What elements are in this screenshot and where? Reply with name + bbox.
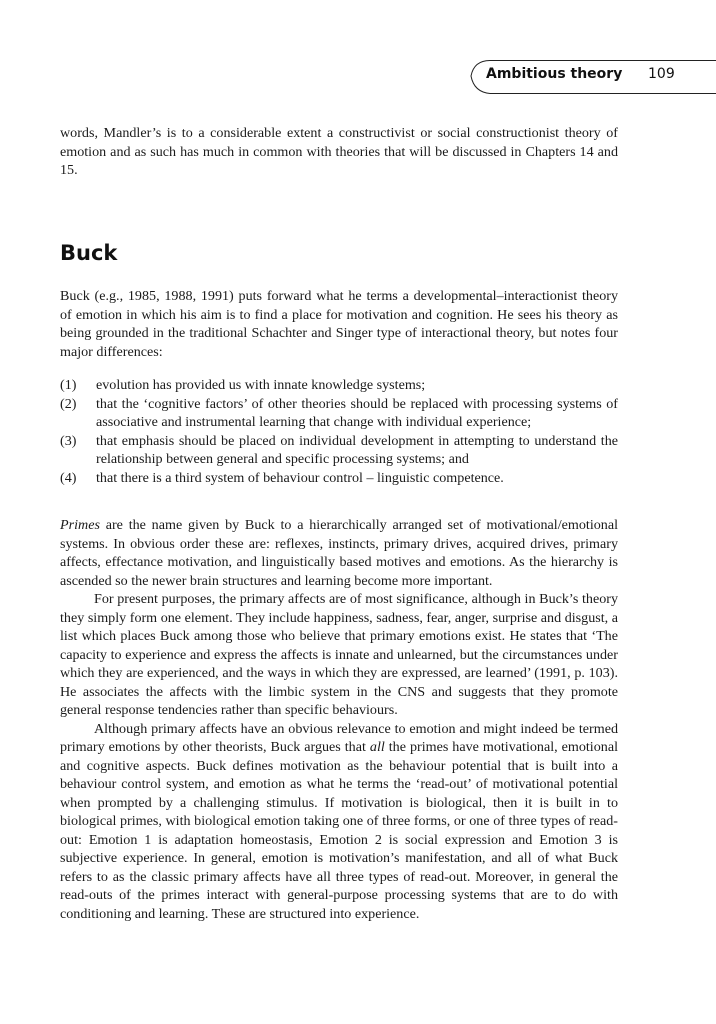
intro-paragraph [60, 124, 618, 180]
list-item-number: (1) [60, 377, 77, 393]
motivation-paragraph-start: Although primary affects have an obvious relevance to emotion and might indeed be termed primary emotions by other theorists, Buck argues that [60, 720, 618, 755]
differences-list [60, 376, 618, 487]
intro-paragraph-text: words, Mandler’s is to a considerable extent a constructivist or social constructionist theory of emotion and as such has much in common with theories that will be discussed in Chapters 14 and 15. [60, 125, 618, 178]
motivation-paragraph [60, 720, 618, 924]
primes-term: Primes [60, 517, 100, 533]
buck-intro-text: Buck (e.g., 1985, 1988, 1991) puts forward what he terms a developmental–interactionist theory of emotion in which his aim is to find a place for motivation and cognition. He sees his theory as being grounded in the traditional Schachter and Singer type of interactional theory, but notes four major differences: [60, 288, 618, 360]
list-item [60, 376, 618, 395]
body-text [60, 516, 618, 923]
primes-paragraph-text: are the name given by Buck to a hierarchically arranged set of motivational/emotional systems. In obvious order these are: reflexes, instincts, primary drives, acquired drives, primary affects, effectance motivation, and linguistically based motives and emotions. As the hierarchy is ascended so the newer brain structures and learning become more important. [60, 517, 618, 589]
list-item-text: evolution has provided us with innate knowledge systems; [96, 377, 426, 393]
list-item-number: (4) [60, 469, 77, 486]
list-item-number: (2) [60, 395, 77, 412]
motivation-paragraph-end: the primes have motivational, emotional and cognitive aspects. Buck defines motivation as the behaviour potential that is built into a behaviour control system, and emotion as what he terms the ‘read-out’ of motivational potential when prompted by a challenging stimulus. If motivation is biological, then it is built in to biological primes, with biological emotion taking one of three forms, or one of three types of read-out: Emotion 1 is adaptation homeostasis, Emotion 2 is social expression and Emotion 3 is subjective experience. In general, emotion is motivation’s manifestation, and all of what Buck refers to as the classic primary affects have all three types of read-out. Moreover, in general the read-outs of the primes interact with general-purpose processing systems that are to do with conditioning and learning. These are structured into experience. [60, 739, 618, 922]
list-item-text: that emphasis should be placed on individual development in attempting to understand the relationship between general and specific processing systems; and [96, 432, 618, 467]
list-item-number: (3) [60, 432, 77, 449]
list-item-text: that the ‘cognitive factors’ of other theories should be replaced with processing systems of associative and instrumental learning that change with individual experience; [96, 395, 618, 430]
list-item [60, 469, 618, 488]
running-head-title: Ambitious theory [486, 66, 623, 82]
running-head [470, 60, 716, 94]
primary-affects-paragraph: For present purposes, the primary affects are of most significance, although in Buck’s theory they simply form one element. They include happiness, sadness, fear, anger, surprise and disgust, a list which places Buck among those who believe that primary emotions exist. He states that ‘The capacity to experience and express the affects is innate and unlearned, but the circumstances under which they are experienced, and the ways in which they are expressed, are learned’ (1991, p. 103). He associates the affects with the limbic system in the CNS and suggests that they promote general response tendencies rather than specific behaviours. [60, 591, 618, 718]
page-number: 109 [648, 66, 675, 82]
section-heading: Buck [60, 241, 118, 265]
list-item [60, 432, 618, 469]
emphasis-all: all [369, 739, 385, 755]
buck-intro-paragraph [60, 287, 618, 361]
list-item [60, 395, 618, 432]
primes-paragraph [60, 516, 618, 590]
list-item-text: that there is a third system of behaviour control – linguistic competence. [96, 469, 504, 486]
